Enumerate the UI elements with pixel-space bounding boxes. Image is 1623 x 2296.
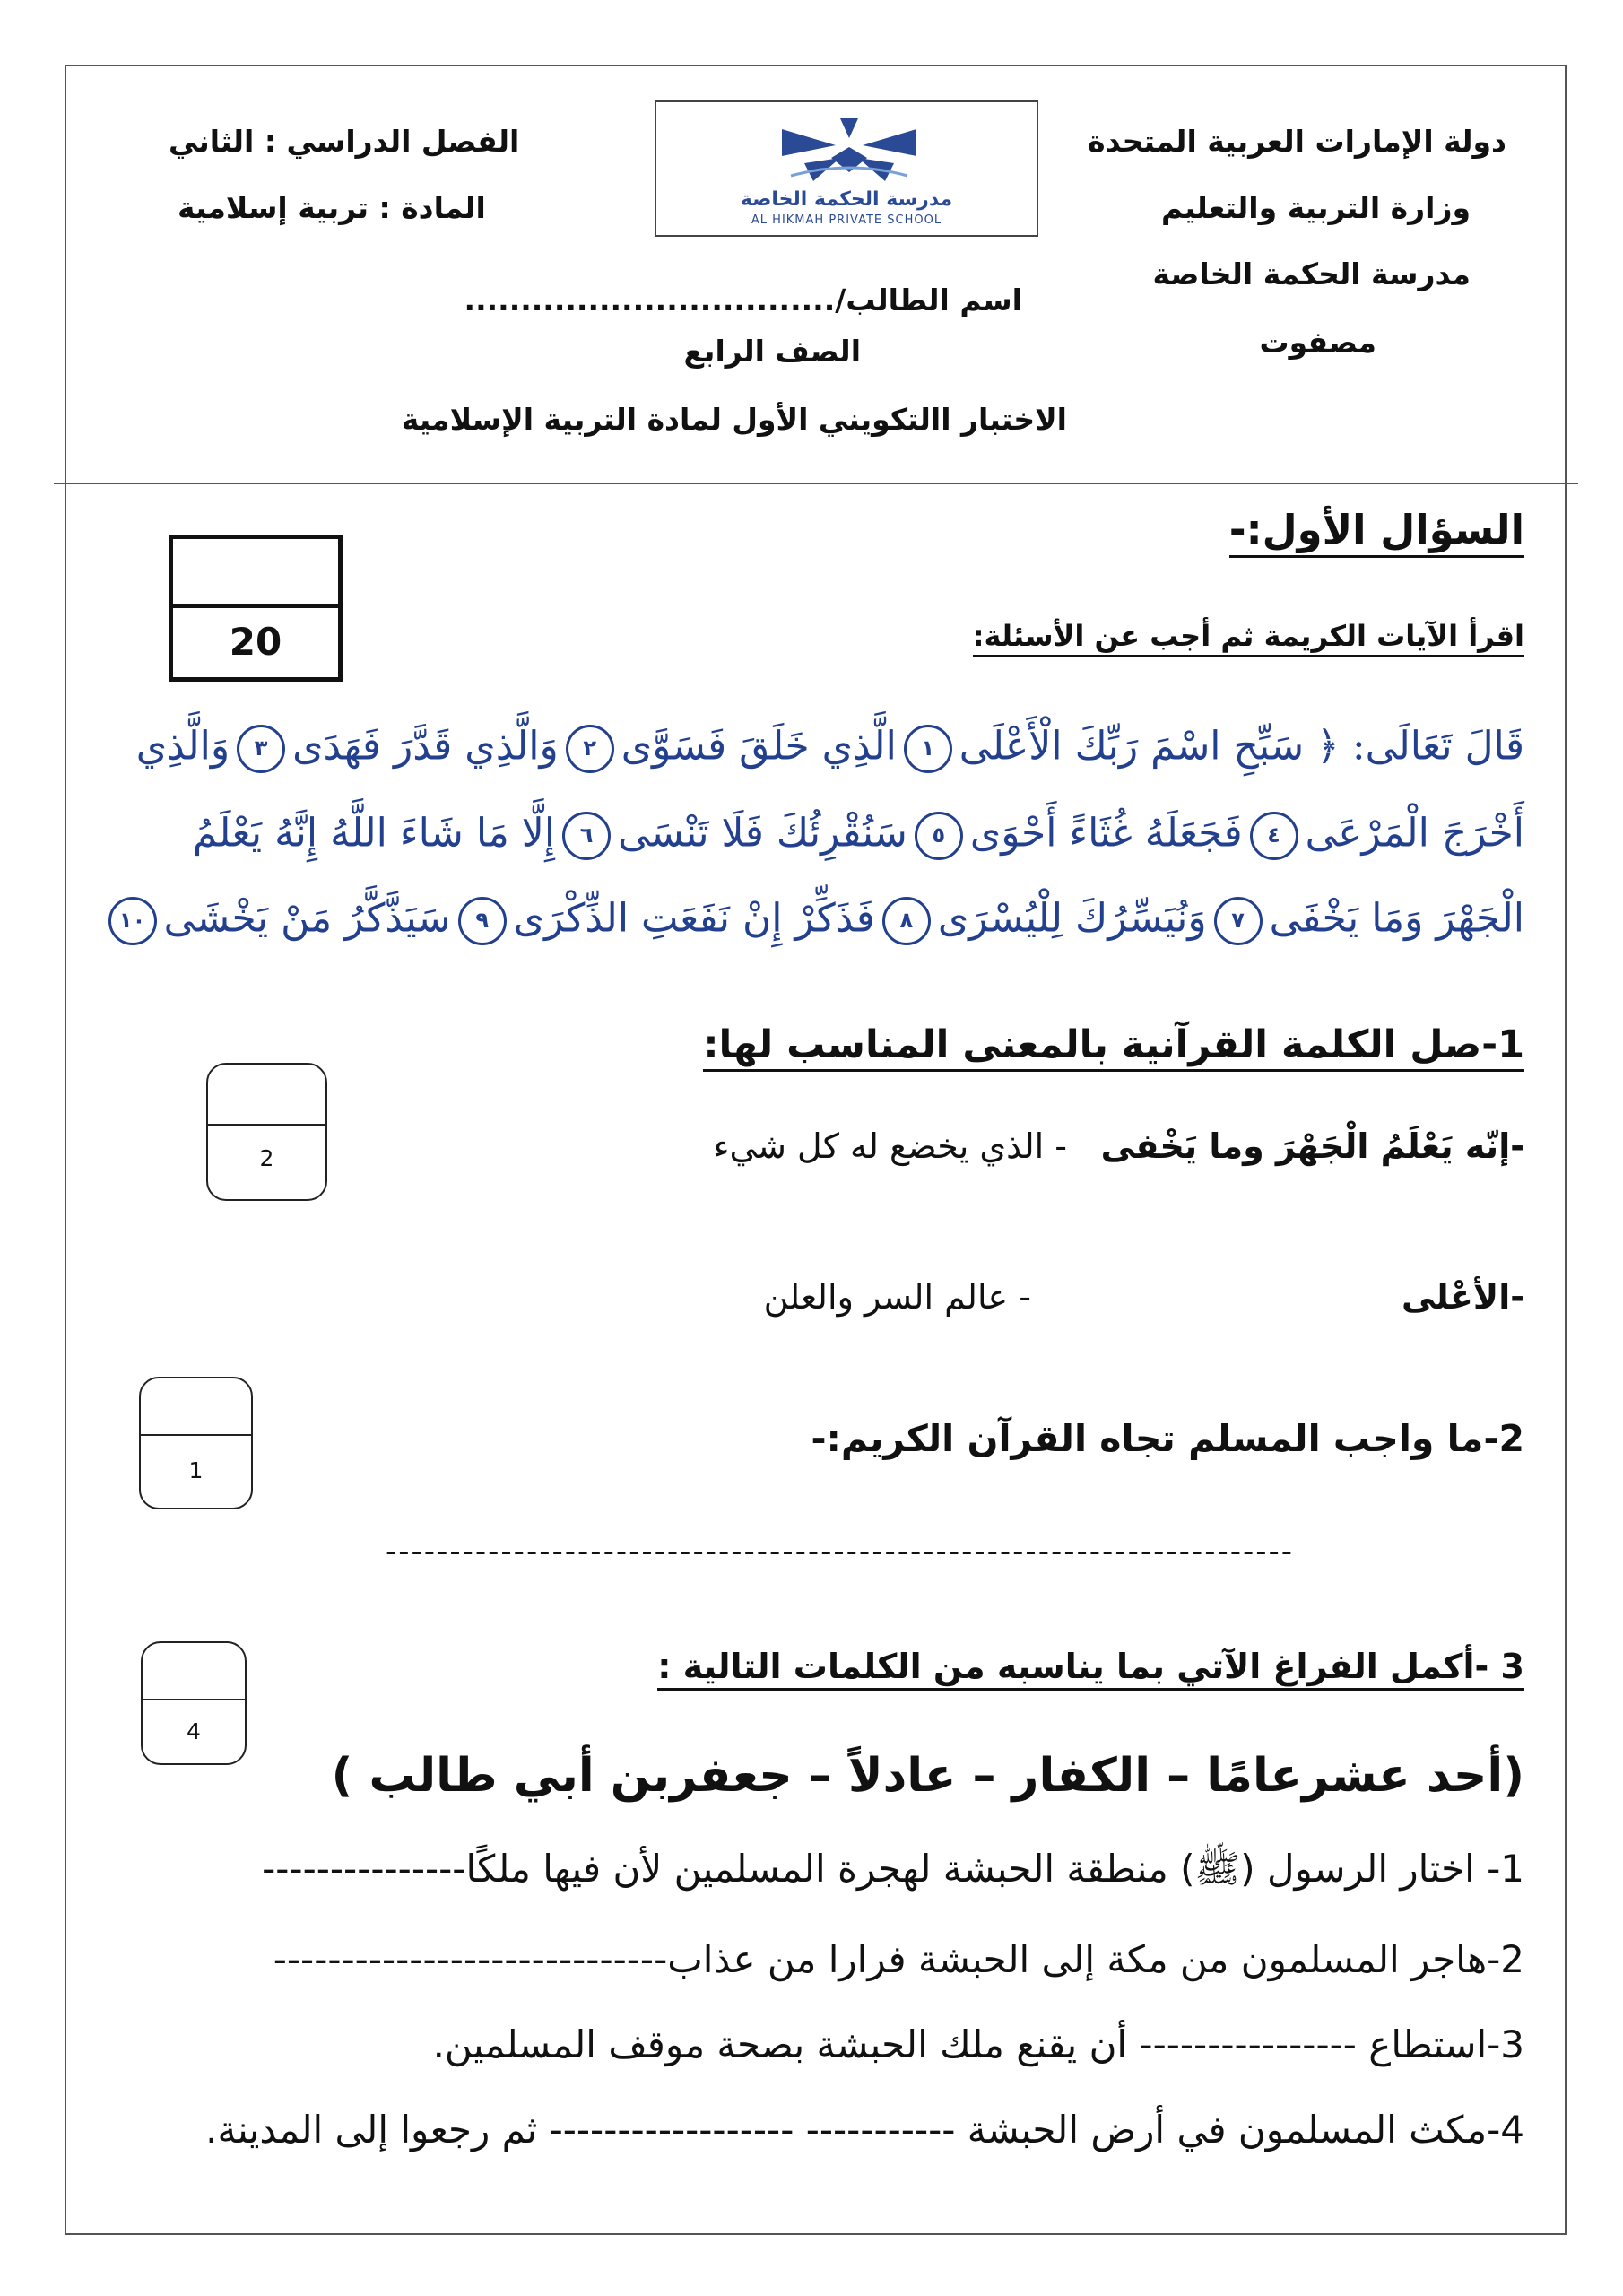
- q1-meaning-2[interactable]: - عالم السر والعلن: [763, 1277, 1031, 1317]
- q2-title: 2-ما واجب المسلم تجاه القرآن الكريم:-: [811, 1417, 1524, 1460]
- verse-text: الْجَهْرَ وَمَا يَخْفَى: [1269, 895, 1524, 942]
- verse-text: وَالَّذِي: [135, 723, 230, 770]
- ayah-number-icon: ٧: [1214, 897, 1263, 945]
- header-subject: المادة : تربية إسلامية: [178, 190, 486, 225]
- verse-text: فَذَكِّرْ إِنْ نَفَعَتِ الذِّكْرَى: [513, 895, 875, 942]
- q3-item-1[interactable]: 1- اختار الرسول (ﷺ) منطقة الحبشة لهجرة المسلمين لأن فيها ملكًا---------------: [262, 1847, 1524, 1891]
- q3-score-value: 4: [187, 1718, 201, 1744]
- header-semester: الفصل الدراسي : الثاني: [169, 124, 520, 159]
- verse-text: قَالَ تَعَالَى: ﴿ سَبِّحِ اسْمَ رَبِّكَ الْأَعْلَى: [959, 723, 1524, 770]
- q1-word-1: -إنّه يَعْلَمُ الْجَهْرَ وما يَخْفى: [1100, 1126, 1524, 1166]
- q1-word-2: -الأعْلى: [1401, 1277, 1524, 1317]
- header-school: مدرسة الحكمة الخاصة: [1152, 257, 1471, 291]
- quran-line-1: [136, 725, 1524, 773]
- q1-meaning-1[interactable]: - الذي يخضع له كل شيء: [713, 1126, 1067, 1166]
- section1-instruction: اقرأ الآيات الكريمة ثم أجب عن الأسئلة:: [973, 619, 1524, 657]
- ayah-number-icon: ٢: [566, 725, 614, 773]
- q3-item-3[interactable]: 3-استطاع ---------------- أن يقنع ملك الحبشة بصحة موقف المسلمين.: [432, 2022, 1524, 2066]
- header-divider: [54, 483, 1578, 484]
- header-location: مصفوت: [1259, 325, 1376, 360]
- verse-text: سَنُقْرِئُكَ فَلَا تَنْسَى: [618, 810, 907, 857]
- logo-text-arabic: مدرسة الحكمة الخاصة: [740, 188, 953, 211]
- q3-word-bank: (أحد عشرعامًا – الكفار – عادلاً – جعفربن أبي طالب ): [331, 1749, 1524, 1803]
- total-score-box: [169, 535, 343, 682]
- verse-text: إِلَّا مَا شَاءَ اللَّهُ إِنَّهُ يَعْلَمُ: [192, 810, 556, 857]
- grade-label: الصف الرابع: [683, 334, 861, 369]
- quran-line-3: [101, 897, 1524, 945]
- q3-item-4[interactable]: 4-مكث المسلمون في أرض الحبشة ----------- ------------------ ثم رجعوا إلى المدينة.: [205, 2108, 1524, 2152]
- verse-text: سَيَذَّكَّرُ مَنْ يَخْشَى: [163, 895, 451, 942]
- ayah-number-icon: ٥: [915, 812, 963, 860]
- student-name-field[interactable]: اسم الطالب/.................................: [464, 283, 1022, 317]
- ayah-number-icon: ١: [904, 725, 952, 773]
- q2-score-value: 1: [188, 1457, 204, 1483]
- verse-text: الَّذِي خَلَقَ فَسَوَّى: [621, 723, 897, 770]
- q2-score-box: [139, 1377, 253, 1509]
- q1-score-value: 2: [259, 1145, 274, 1171]
- ayah-number-icon: ١٠: [108, 897, 157, 945]
- q3-title: 3 -أكمل الفراغ الآتي بما يناسبه من الكلمات التالية :: [657, 1647, 1524, 1691]
- school-logo: [655, 100, 1038, 237]
- section1-title: السؤال الأول:-: [1229, 506, 1524, 558]
- q3-item-2[interactable]: 2-هاجر المسلمون من مكة إلى الحبشة فرارا من عذاب-----------------------------: [273, 1937, 1524, 1981]
- ayah-number-icon: ٣: [237, 725, 285, 773]
- ayah-number-icon: ٨: [882, 897, 931, 945]
- ayah-number-icon: ٩: [458, 897, 507, 945]
- verse-text: وَالَّذِي قَدَّرَ فَهَدَى: [292, 723, 559, 770]
- header-ministry: وزارة التربية والتعليم: [1161, 190, 1471, 225]
- verse-text: وَنُيَسِّرُكَ لِلْيُسْرَى: [937, 895, 1207, 942]
- exam-title: الاختبار االتكويني الأول لمادة التربية الإسلامية: [401, 402, 1067, 437]
- q2-answer-line[interactable]: -----------------------------------------------------------------------: [386, 1534, 1295, 1570]
- ayah-number-icon: ٤: [1250, 812, 1298, 860]
- header-country: دولة الإمارات العربية المتحدة: [1088, 124, 1506, 159]
- quran-line-2: [193, 812, 1524, 860]
- q3-score-box: [141, 1641, 247, 1765]
- verse-text: أَخْرَجَ الْمَرْعَى: [1305, 810, 1524, 857]
- total-score-value: 20: [229, 620, 282, 664]
- logo-text-english: AL HIKMAH PRIVATE SCHOOL: [751, 213, 942, 227]
- q1-title: 1-صل الكلمة القرآنية بالمعنى المناسب لها:: [703, 1022, 1524, 1072]
- q1-score-box: [206, 1063, 327, 1201]
- verse-text: فَجَعَلَهُ غُثَاءً أَحْوَى: [969, 810, 1243, 857]
- ayah-number-icon: ٦: [562, 812, 611, 860]
